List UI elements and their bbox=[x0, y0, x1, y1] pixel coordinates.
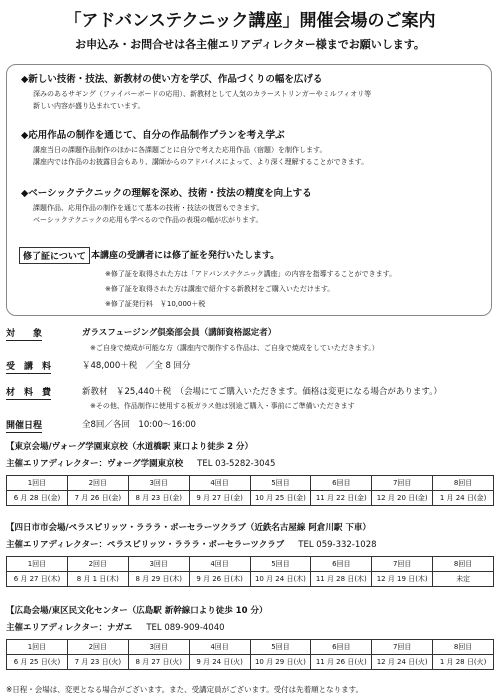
venue-tel: TEL 03-5282-3045 bbox=[197, 459, 276, 469]
round-cell: 1回目 bbox=[7, 557, 68, 572]
round-cell: 2回目 bbox=[67, 476, 128, 491]
feature-line: 講座当日の課題作品制作のほかに各課題ごとに自分で考えた応用作品（宿題）を制作します。 bbox=[33, 146, 327, 154]
schedule-table bbox=[6, 556, 494, 587]
schedule-table bbox=[6, 639, 494, 670]
date-cell: 9 月 24 日(火) bbox=[189, 655, 250, 670]
date-cell: 11 月 28 日(木) bbox=[311, 572, 372, 587]
round-cell: 5回目 bbox=[250, 640, 311, 655]
round-cell: 5回目 bbox=[250, 557, 311, 572]
venue-director bbox=[6, 538, 494, 552]
director-name: 主催エリアディレクター：ヴォーグ学園東京校 bbox=[6, 459, 184, 469]
schedule-label: 開催日程 bbox=[6, 418, 42, 433]
certificate-notes bbox=[105, 267, 396, 312]
footer-note: ※日程・会場は、変更となる場合がございます。また、受講定員がございます。受付は先着順となります。 bbox=[6, 685, 363, 694]
venue-yokkaichi bbox=[6, 521, 494, 587]
date-cell: 7 月 23 日(火) bbox=[67, 655, 128, 670]
venue-header: 【広島会場/東区民文化センター（広島駅 新幹線口より徒歩 10 分） bbox=[6, 606, 268, 616]
date-cell: 12 月 24 日(火) bbox=[372, 655, 433, 670]
date-cell: 10 月 25 日(金) bbox=[250, 491, 311, 506]
round-cell: 5回目 bbox=[250, 476, 311, 491]
venue-tel: TEL 059-332-1028 bbox=[298, 540, 377, 550]
intro-box bbox=[6, 64, 492, 316]
director-name: 主催エリアディレクター：ナガエ bbox=[6, 623, 133, 633]
date-cell: 10 月 29 日(火) bbox=[250, 655, 311, 670]
feature-2 bbox=[21, 127, 368, 168]
schedule-table bbox=[6, 475, 494, 506]
date-cell: 12 月 19 日(木) bbox=[372, 572, 433, 587]
round-cell: 7回目 bbox=[372, 557, 433, 572]
round-cell: 4回目 bbox=[189, 557, 250, 572]
date-cell: 6 月 27 日(木) bbox=[7, 572, 68, 587]
date-cell: 8 月 29 日(木) bbox=[128, 572, 189, 587]
feature-heading: ◆新しい技術・技法、新教材の使い方を学び、作品づくりの幅を広げる bbox=[21, 74, 323, 85]
feature-line: 新しい内容が盛り込まれています。 bbox=[33, 102, 145, 110]
feature-body bbox=[21, 88, 371, 112]
fee-label: 受 講 料 bbox=[6, 359, 51, 374]
date-row bbox=[7, 491, 494, 506]
certificate-note: ※修了証を取得された方は「アドバンステクニック講座」の内容を指導することができます。 bbox=[105, 270, 397, 278]
round-row bbox=[7, 557, 494, 572]
date-row bbox=[7, 655, 494, 670]
round-cell: 8回目 bbox=[433, 476, 494, 491]
date-cell: 12 月 20 日(金) bbox=[372, 491, 433, 506]
certificate-label: 修了証について bbox=[19, 247, 90, 264]
round-cell: 3回目 bbox=[128, 476, 189, 491]
date-cell: 7 月 26 日(金) bbox=[67, 491, 128, 506]
material-label: 材 料 費 bbox=[6, 385, 51, 400]
feature-line: ベーシックテクニックの応用も学べるので作品の表現の幅が広がります。 bbox=[33, 216, 263, 224]
date-cell: 10 月 24 日(木) bbox=[250, 572, 311, 587]
round-cell: 3回目 bbox=[128, 557, 189, 572]
feature-body bbox=[21, 144, 368, 168]
round-cell: 7回目 bbox=[372, 640, 433, 655]
round-row bbox=[7, 476, 494, 491]
round-cell: 1回目 bbox=[7, 640, 68, 655]
feature-line: 課題作品、応用作品の制作を通じて基本の技術・技法の復習もできます。 bbox=[33, 204, 264, 212]
venue-header: 【四日市市会場/ペラスピリッツ・ラララ・ボーセラーツクラブ（近鉄名古屋線 阿倉川駅 下車） bbox=[6, 523, 371, 533]
certificate-note: ※修了証を取得された方は講座で紹介する新教材をご購入いただけます。 bbox=[105, 285, 335, 293]
date-cell: 8 月 27 日(火) bbox=[128, 655, 189, 670]
round-cell: 4回目 bbox=[189, 640, 250, 655]
date-cell: 9 月 27 日(金) bbox=[189, 491, 250, 506]
round-cell: 6回目 bbox=[311, 640, 372, 655]
feature-1 bbox=[21, 71, 371, 112]
feature-body bbox=[21, 202, 312, 226]
feature-line: 講座内では作品のお披露目会もあり、講師からのアドバイスによって、より深く理解することができます。 bbox=[33, 158, 369, 166]
feature-3 bbox=[21, 185, 312, 226]
material-value: 新教材 ￥25,440＋税 （会場にてご購入いただきます。価格は変更になる場合があります。） bbox=[82, 387, 442, 397]
feature-heading: ◆ベーシックテクニックの理解を深め、技術・技法の精度を向上する bbox=[21, 188, 312, 199]
round-cell: 8回目 bbox=[433, 640, 494, 655]
date-cell: 8 月 23 日(金) bbox=[128, 491, 189, 506]
page-title: 「アドバンステクニック講座」開催会場のご案内 bbox=[64, 11, 436, 31]
venue-director bbox=[6, 621, 494, 635]
venue-hiroshima bbox=[6, 604, 494, 670]
date-cell: 11 月 26 日(火) bbox=[311, 655, 372, 670]
date-cell: 1 月 24 日(金) bbox=[433, 491, 494, 506]
round-cell: 6回目 bbox=[311, 557, 372, 572]
round-cell: 3回目 bbox=[128, 640, 189, 655]
date-cell: 未定 bbox=[433, 572, 494, 587]
round-cell: 2回目 bbox=[67, 640, 128, 655]
venue-tel: TEL 089-909-4040 bbox=[146, 623, 225, 633]
venue-header: 【東京会場/ヴォーグ学園東京校（水道橋駅 東口より徒歩 2 分） bbox=[6, 442, 254, 452]
venue-tokyo bbox=[6, 440, 494, 506]
director-name: 主催エリアディレクター：ペラスピリッツ・ラララ・ボーセラーツクラブ bbox=[6, 540, 285, 550]
target-note: ※ご自身で焼成が可能な方（講座内で制作する作品は、ご自身で焼成をしていただきます。） bbox=[90, 344, 379, 352]
schedule-value: 全8回／各回 10:00～16:00 bbox=[82, 420, 196, 430]
round-cell: 8回目 bbox=[433, 557, 494, 572]
round-cell: 6回目 bbox=[311, 476, 372, 491]
certificate-heading: 本講座の受講者には修了証を発行いたします。 bbox=[91, 251, 280, 261]
date-cell: 11 月 22 日(金) bbox=[311, 491, 372, 506]
target-label: 対 象 bbox=[6, 326, 42, 341]
round-cell: 2回目 bbox=[67, 557, 128, 572]
round-cell: 7回目 bbox=[372, 476, 433, 491]
round-cell: 4回目 bbox=[189, 476, 250, 491]
page-subtitle: お申込み・お問合せは各主催エリアディレクター様までお願いします。 bbox=[75, 38, 425, 51]
feature-line: 深みのあるサギング（ファイバーボードの応用）、新教材として人気のカラーストリンガーやミルフィオリ等 bbox=[33, 90, 372, 98]
feature-heading: ◆応用作品の制作を通じて、自分の作品制作プランを考え学ぶ bbox=[21, 130, 285, 141]
target-value: ガラスフュージング倶楽部会員（講師資格認定者） bbox=[82, 328, 277, 338]
certificate-note: ※修了証発行料 ￥10,000＋税 bbox=[105, 300, 206, 308]
round-row bbox=[7, 640, 494, 655]
date-cell: 1 月 28 日(火) bbox=[433, 655, 494, 670]
date-cell: 9 月 26 日(木) bbox=[189, 572, 250, 587]
date-cell: 6 月 28 日(金) bbox=[7, 491, 68, 506]
date-row bbox=[7, 572, 494, 587]
round-cell: 1回目 bbox=[7, 476, 68, 491]
date-cell: 8 月 1 日(木) bbox=[67, 572, 128, 587]
venue-director bbox=[6, 457, 494, 471]
fee-value: ￥48,000＋税 ／全 8 回分 bbox=[82, 361, 191, 371]
date-cell: 6 月 25 日(火) bbox=[7, 655, 68, 670]
material-note: ※その他、作品制作に使用する板ガラス他は別途ご購入・事前にご準備いただきます bbox=[90, 402, 355, 410]
